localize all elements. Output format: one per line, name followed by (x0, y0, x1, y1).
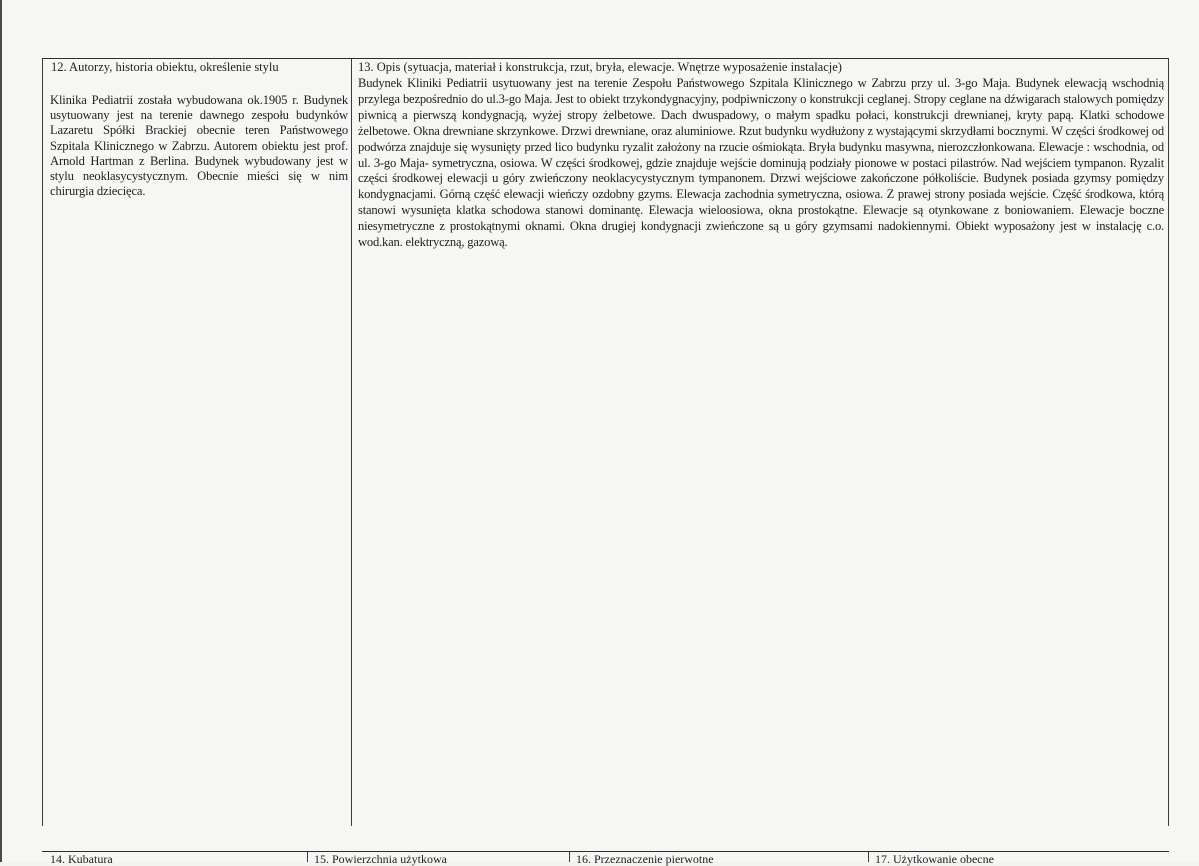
section-13-text (358, 76, 1164, 251)
right-border-line (1168, 58, 1169, 826)
section-14-heading: 14. Kubatura (50, 852, 113, 866)
bottom-divider-2 (569, 851, 570, 862)
section-12-text (50, 93, 348, 199)
section-16-heading: 16. Przeznaczenie pierwotne (576, 852, 714, 866)
bottom-divider-1 (307, 851, 308, 862)
column-divider-line (351, 58, 352, 826)
left-border-line (42, 58, 43, 826)
section-17-heading: 17. Użytkowanie obecne (875, 852, 994, 866)
section-15-heading: 15. Powierzchnia użytkowa (314, 852, 447, 866)
bottom-divider-3 (868, 851, 869, 862)
section-12-paragraph: Klinika Pediatrii została wybudowana ok.1905 r. Budynek usytuowany jest na terenie dawnego zespołu budynków Lazaretu Spółki Brackiej obecnie teren Państwowego Szpitala Klinicznego w Zabrzu. Autorem obiektu jest prof. Arnold Hartman z Berlina. Budynek wybudowany jest w stylu neoklasycystycznym. Obecnie mieści się w nim chirurgia dziecięca. (50, 93, 348, 199)
section-13-paragraph: Budynek Kliniki Pediatrii usytuowany jest na terenie Zespołu Państwowego Szpitala Klinicznego w Zabrzu przy ul. 3-go Maja. Budynek elewacją wschodnią przylega bezpośrednio do ul.3-go Maja. Jest to obiekt trzykondygnacyjny, podpiwniczony o konstrukcji ceglanej. Stropy ceglane na dźwigarach stalowych pomiędzy piwnicą a pierwszą kondygnacją, wyżej stropy żelbetowe. Dach dwuspadowy, o małym spadku połaci, konstrukcji drewnianej, kryty papą. Klatki schodowe żelbetowe. Okna drewniane skrzynkowe. Drzwi drewniane, oraz aluminiowe. Rzut budynku wydłużony z wystającymi skrzydłami bocznymi. W części środkowej od podwórza znajduje się wysunięty przed lico budynku ryzalit założony na rzucie ośmiokąta. Bryła budynku masywna, nierozczłonkowana. Elewacje : wschodnia, od ul. 3-go Maja- symetryczna, osiowa. W części środkowej, gdzie znajduje wejście dominują podziały pionowe w postaci pilastrów. Nad wejściem tympanon. Ryzalit części środkowej elewacji u góry zwieńczony neoklacycystycznym tympanonem. Drzwi wejściowe zakończone półkoliście. Budynek posiada gzymsy pomiędzy kondygnacjami. Górną część elewacji wieńczy ozdobny gzyms. Elewacja zachodnia symetryczna, osiowa. Z prawej strony posiada wejście. Część środkowa, którą stanowi wysunięta klatka schodowa stanowi dominantę. Elewacja wieloosiowa, okna prostokątne. Elewacje są otynkowane z boniowaniem. Elewacje boczne niesymetryczne z prostokątnymi oknami. Okna drugiej kondygnacji zwieńczone są u góry gzymsami nadokiennymi. Obiekt wyposażony jest w instalację c.o. wod.kan. elektryczną, gazową. (358, 76, 1164, 250)
top-border-line (42, 58, 1169, 59)
section-13-heading: 13. Opis (sytuacja, materiał i konstrukcja, rzut, bryła, elewacje. Wnętrze wyposażenie instalacje) (358, 60, 842, 74)
section-12-heading: 12. Autorzy, historia obiektu, określenie stylu (51, 60, 279, 74)
